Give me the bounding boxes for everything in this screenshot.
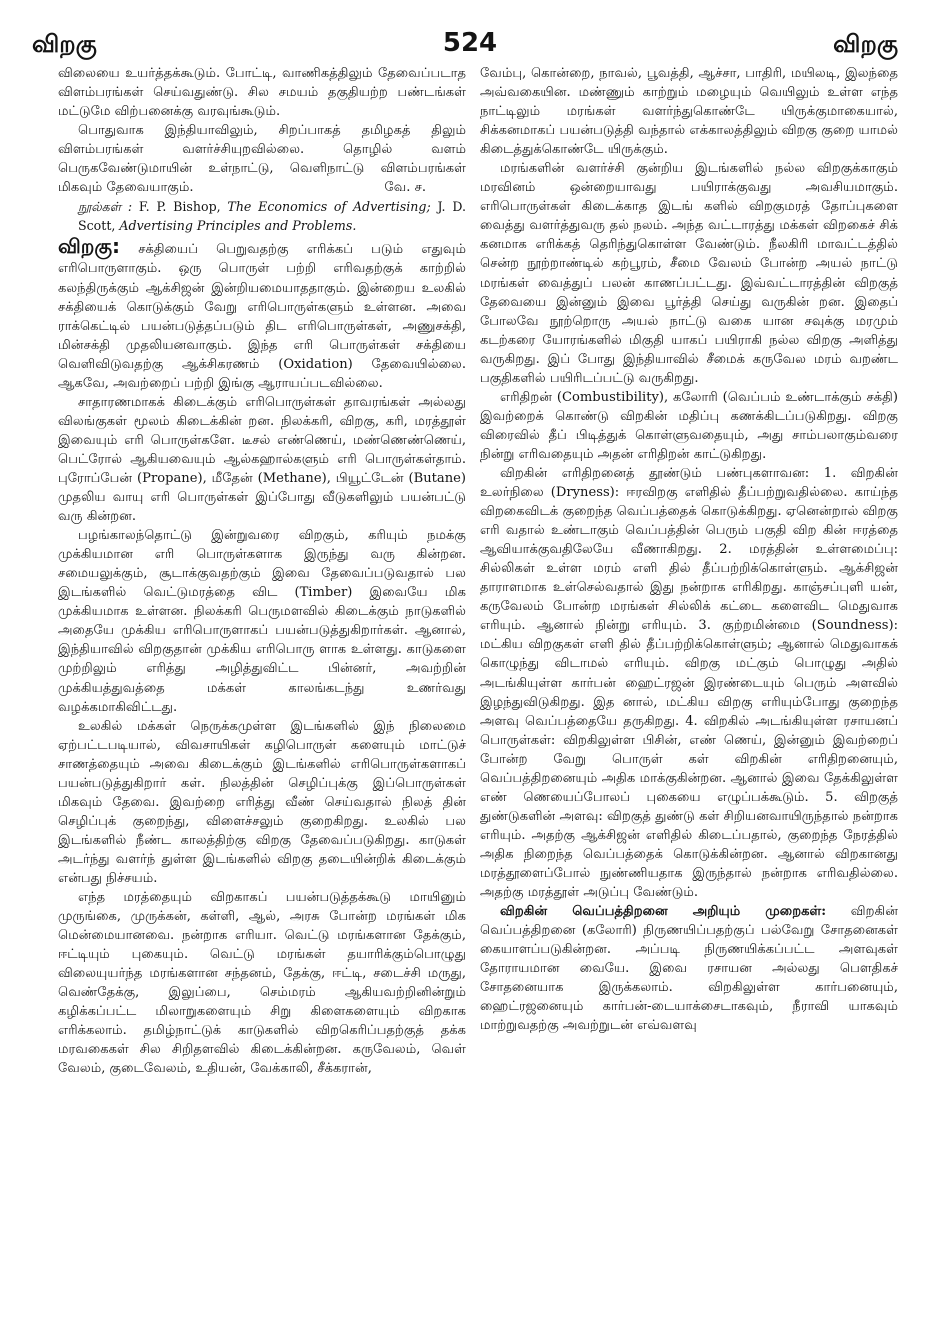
page-number: 524 — [442, 28, 498, 58]
left-paragraph-2: பொதுவாக இந்தியாவிலும், சிறப்பாகத் தமிழகத் திலும் விளம்பரங்கள் வளர்ச்சியுறவில்லை. தொழில் வளம் பெருகவேண்டுமாயின் உள்நாட்டு, வெளிநாட்டு விளம்பரங்கள் மிகவும் தேவையாகும். — [58, 123, 466, 196]
right-paragraph-5-text: விறகின் வெப்பத்திறனை (கலோரி) நிருணயிப்பதற்குப் பல்வேறு சோதனைகள் கையாளப்படுகின்றன. அப்படி நிருணயிக்கப்பட்ட அளவுகள் தோராயமான வையே. இவை ரசாயன அல்லது பௌதிகச் சோதனையாக இருக்கலாம். விறகிலுள்ள கார்பனையும், ஹைட்ரஜனையும் கார்பன்-டையாக்சைடாகவும், நீராவி யாகவும் மாற்றுவதற்கு அவற்றுடன் எவ்வளவு — [480, 904, 898, 1034]
right-paragraph-2: மரங்களின் வளர்ச்சி குன்றிய இடங்களில் நல்ல விறகுக்காகும் மரவினம் ஒன்றையாவது பயிராக்குவது அவசியமாகும். எரிபொருள்கள் கிடைக்காத இடங் களில் விறகுமரத் தோப்புகளை வைத்து வளர்த்துவரு தல் நலம். அந்த வட்டாரத்து மக்கள் விறகைச் சிக் கனமாக எரிக்கத் தெரிந்துகொள்ள வேண்டும். நீலகிரி மாவட்டத்தில் சென்ற நூற்றாண்டில் கற்பூரம், சீமை வேலம் போன்ற அயல் நாட்டு மரங்கள் வைத்துப் பலன் காணப்பட்டது. இவ்வட்டாரத்தின் விறகுத் தேவையை இன்னும் இவை பூர்த்தி செய்து வருகின் றன. இதைப் போலவே நூற்றொரு அயல் நாட்டு வகை யான சவுக்கு மரமும் கடற்கரை யோரங்களில் மிகுதி யாகப் பயிராகி நல்ல விறகு அளித்து வருகிறது. இப் போது இந்தியாவில் சீமைக் கருவேல மரம் வறண்ட பகுதிகளில் பயிரிடப்பட்டு வருகிறது. — [480, 161, 898, 386]
right-paragraph-5 — [480, 902, 898, 1035]
header-right-word: விறகு — [833, 30, 898, 58]
references — [58, 197, 466, 235]
entry-paragraph-2: சாதாரணமாகக் கிடைக்கும் எரிபொருள்கள் தாவரங்கள் அல்லது விலங்குகள் மூலம் கிடைக்கின் றன. நிலக்கரி, விறகு, கரி, மரத்தூள் இவையும் எரி பொருள்களே. டீசல் எண்ணெய், மண்ணெண்ணெய், பெட்ரோல் ஆகியவையும் ஆல்கஹால்களும் எரி பொருள்கள்தாம். புரோப்பேன் (Propane), மீதேன் (Methane), பியூட்டேன் (Butane) முதலிய வாயு எரி பொருள்கள் இப்போது வீடுகளிலும் பயன்பட்டு வரு கின்றன. — [58, 394, 466, 525]
author-signature: வே. ச. — [384, 180, 426, 196]
right-paragraph-3: எரிதிறன் (Combustibility), கலோரி (வெப்பம் உண்டாக்கும் சக்தி) இவற்றைக் கொண்டு விறகின் மதிப்பு கணக்கிடப்படுகிறது. விறகு விரைவில் தீப் பிடித்துக் கொள்ளுவதையும், அது சாம்பலாகும்வரை நின்று எரிவதையும் அதன் எரிதிறன் காட்டுகிறது. — [480, 389, 898, 462]
entry-paragraph-5: எந்த மரத்தையும் விறகாகப் பயன்படுத்தக்கூடு மாயினும் முருங்கை, முருக்கன், கள்ளி, ஆல், அரசு போன்ற மரங்கள் மிக மென்மையானவை. நன்றாக எரியா. வெட்டு மரங்களான தேக்கும், ஈட்டியும் புகையும். வெட்டு மரங்கள் தயாரிக்கும்பொழுது விலையுயர்ந்த மரங்களான சந்தனம், தேக்கு, ஈட்டி, சடைச்சி மருது, வெண்தேக்கு, இலுப்பை, செம்மரம் ஆகியவற்றினின்றும் கழிக்கப்பட்ட மிலாறுகளையும் சிறு கிளைகளையும் விறகாக எரிக்கலாம். தமிழ்நாட்டுக் காடுகளில் விறகெரிப்பதற்குத் தக்க மரவகைகள் சில சிறிதளவில் கிடைக்கின்றன. கருவேலம், வெள் வேலம், குடைவேலம், உதியன், வேக்காலி, சீக்கரான், — [58, 890, 466, 1077]
left-column — [58, 64, 466, 1334]
entry-paragraph-3: பழங்காலந்தொட்டு இன்றுவரை விறகும், கரியும் நமக்கு முக்கியமான எரி பொருள்களாக இருந்து வரு கின்றன. சமையலுக்கும், சூடாக்குவதற்கும் இவை தேவைப்படுவதால் பல இடங்களில் வெட்டுமரத்தை விட (Timber) இவையே மிக முக்கியமாக உள்ளன. நிலக்கரி பெருமளவில் கிடைக்கும் நாடுகளில் அதையே முக்கிய எரிபொருளாகப் பயன்படுத்துகிறார்கள். ஆனால், இந்தியாவில் விறகுதான் முக்கிய எரிபொரு ளாக உள்ளது. காடுகளை முற்றிலும் எரித்து அழித்துவிட்ட பின்னர், அவற்றின் முக்கியத்துவத்தை மக்கள் காலங்கடந்து உணர்வது வழக்கமாகிவிட்டது. — [58, 528, 466, 715]
reference-1-author: F. P. Bishop, — [138, 199, 221, 215]
references-label: நூல்கள் : — [78, 199, 133, 215]
reference-1-title: The Economics of Advertising; — [227, 199, 431, 215]
reference-2-title: Advertising Principles and Problems. — [119, 218, 357, 234]
section-heading-calorific-methods: விறகின் வெப்பத்திறனை அறியும் முறைகள்: — [500, 904, 827, 920]
right-paragraph-1: வேம்பு, கொன்றை, நாவல், பூவத்தி, ஆச்சா, பாதிரி, மயிலடி, இலந்தை அவ்வகையின. மண்ணும் காற்றும் மழையும் வெயிலும் உள்ள எந்த நாட்டிலும் மரங்கள் வளர்ந்துகொண்டே யிருக்குமாகையால், சிக்கனமாகப் பயன்படுத்தி வந்தால் எக்காலத்திலும் விறகு குறை யாமல் கிடைத்துக்கொண்டே யிருக்கும். — [480, 66, 898, 158]
entry-opening — [58, 234, 466, 392]
running-head — [0, 28, 940, 62]
right-paragraph-4: விறகின் எரிதிறனைத் தூண்டும் பண்புகளாவன: 1. விறகின் உலர்நிலை (Dryness): ஈரவிறகு எளிதில் தீப்பற்றுவதில்லை. காய்ந்த விறகைவிடக் குறைந்த வெப்பத்தைக் கொடுக்கிறது. ஏனென்றால் விறகு எரி வதால் உண்டாகும் வெப்பத்தின் பெரும் பகுதி விற கின் ஈரத்தை ஆவியாக்குவதிலேயே வீணாகிறது. 2. மரத்தின் உள்ளமைப்பு: சில்லிகள் உள்ள மரம் எளி தில் தீப்பற்றிக்கொள்ளும். ஆக்சிஜன் தாராளமாக உள்செல்வதால் இது நன்றாக எரிகிறது. காஞ்சப்புளி யன், கருவேலம் போன்ற மரங்கள் சில்லிக் கட்டை களைவிட மெதுவாக எரியும். ஆனால் நின்று எரியும். 3. குற்றமின்மை (Soundness): மட்கிய விறகுகள் எளி தில் தீப்பற்றிக்கொள்ளும்; ஆனால் மெதுவாகக் கொழுந்து விடாமல் எரியும். விறகு மட்கும் பொழுது அதில் அடங்கியுள்ள கார்பன் ஹைட்ரஜன் இரண்டையும் பெரும் அளவில் இழந்துவிடுகிறது. இத னால், மட்கிய விறகு எரியும்போது குறைந்த அளவு வெப்பத்தையே தருகிறது. 4. விறகில் அடங்கியுள்ள ரசாயனப் பொருள்கள்: விறகிலுள்ள பிசின், எண் ணெய், இன்னும் இவற்றைப் போன்ற வேறு பொருள் கள் விறகின் எரிதிறனையும், வெப்பத்திறனையும் அதிக மாக்குகின்றன. ஆனால் இவை தேக்கிலுள்ள எண் ணெயைப்போலப் புகையை எழுப்பக்கூடும். 5. விறகுத் துண்டுகளின் அளவு: விறகுத் துண்டு கள் சிறியனவாயிருந்தால் நன்றாக எரியும். அதற்கு ஆக்சிஜன் எளிதில் கிடைப்பதால், குறைந்த நேரத்தில் அதிக நிறைந்த வெப்பத்தைக் கொடுக்கின்றன. ஆனால் விறகானது மரத்தூளைப்போல் நுண்ணியதாக இருந்தால் நன்றாக எரிவதில்லை. அதற்கு மரத்தூள் அடுப்பு வேண்டும். — [480, 465, 898, 901]
header-left-word: விறகு — [32, 30, 97, 58]
left-paragraph-1: விலையை உயர்த்தக்கூடும். போட்டி, வாணிகத்திலும் தேவைப்படாத விளம்பரங்கள் செய்வதுண்டு. சில சமயம் தகுதியற்ற பண்டங்கள் மட்டுமே விற்பனைக்கு வரவுங்கூடும். — [58, 66, 466, 120]
reference-2-author: J. D. Scott, — [78, 199, 466, 234]
right-column — [480, 64, 898, 1334]
entry-paragraph-1: சக்தியைப் பெறுவதற்கு எரிக்கப் படும் எதுவும் எரிபொருளாகும். ஒரு பொருள் பற்றி எரிவதற்குக் காற்றில் கலந்திருக்கும் ஆக்சிஜன் இன்றியமையாததாகும். இன்றைய உலகில் சக்தியைக் கொடுக்கும் வேறு எரிபொருள்களும் உள்ளன. அவை ராக்கெட்டில் பயன்படுத்தப்படும் திட எரிபொருள்கள், அணுசக்தி, மின்சக்தி முதலியனவாகும். இந்த எரி பொருள்கள் சக்தியை வெளிவிடுவதற்கு ஆக்சிகரணம் (Oxidation) தேவையில்லை. ஆகவே, அவற்றைப் பற்றி இங்கு ஆராயப்படவில்லை. — [58, 242, 466, 391]
entry-headword: விறகு: — [58, 234, 121, 259]
entry-paragraph-4: உலகில் மக்கள் நெருக்கமுள்ள இடங்களில் இந் நிலைமை ஏற்பட்டபடியால், விவசாயிகள் கழிபொருள் களையும் மாட்டுச் சாணத்தையும் அவை கிடைக்கும் இடங்களில் எரிபொருள்களாகப் பயன்படுத்துகிறார் கள். நிலத்தின் செழிப்புக்கு இப்பொருள்கள் மிகவும் தேவை. இவற்றை எரித்து வீண் செய்வதால் நிலத் தின் செழிப்புக் குறைந்து, விளைச்சலும் குறைகிறது. உலகில் பல இடங்களில் நீண்ட காலத்திற்கு விறகு தேவைப்படுகிறது. காடுகள் அடர்ந்து வளர்ந் துள்ள இடங்களில் விறகு தடையின்றிக் கிடைக்கும் என்பது நிச்சயம். — [58, 718, 466, 886]
